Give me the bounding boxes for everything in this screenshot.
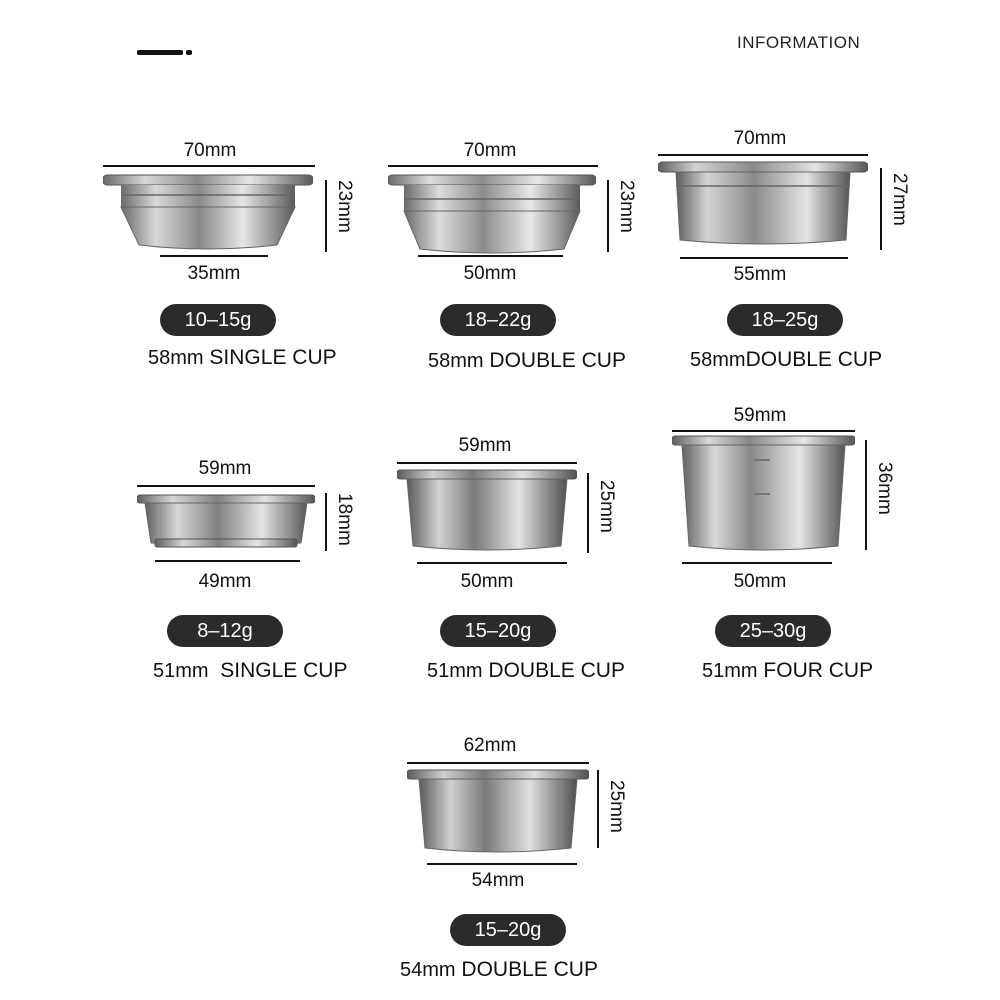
top-diameter-label: 70mm — [183, 140, 237, 161]
top-diameter-label: 62mm — [463, 735, 517, 756]
top-diameter-label: 59mm — [733, 405, 787, 426]
basket-type: SINGLE CUP — [220, 659, 348, 682]
bottom-diameter-label: 50mm — [733, 571, 787, 592]
filter-basket-image — [137, 493, 315, 555]
page-title: INFORMATION — [737, 33, 861, 52]
basket-caption — [428, 349, 626, 373]
side-dimension-line — [587, 473, 589, 553]
top-dimension-line — [658, 154, 868, 156]
basket-type: DOUBLE CUP — [745, 348, 883, 371]
dose-weight-badge: 15–20g — [450, 914, 566, 946]
top-dimension-line — [672, 430, 855, 432]
side-dimension-line — [880, 168, 882, 250]
side-dimension-line — [325, 180, 327, 252]
basket-item-51-four — [670, 402, 970, 682]
basket-type: DOUBLE CUP — [488, 659, 625, 682]
bottom-diameter-label: 49mm — [198, 571, 252, 592]
side-dimension-line — [325, 493, 327, 551]
bottom-dimension-line — [160, 255, 268, 257]
height-label: 23mm — [334, 180, 355, 233]
height-label: 27mm — [889, 173, 910, 226]
basket-size: 58mm — [428, 350, 484, 372]
dose-weight-badge: 15–20g — [440, 615, 556, 647]
bottom-diameter-label: 55mm — [733, 264, 787, 285]
dose-weight-badge: 8–12g — [167, 615, 283, 647]
top-dimension-line — [388, 165, 598, 167]
bottom-dimension-line — [155, 560, 300, 562]
filter-basket-image — [407, 768, 589, 856]
basket-size: 51mm — [702, 660, 758, 682]
bottom-dimension-line — [427, 863, 577, 865]
decorative-dot — [186, 50, 192, 55]
basket-size: 51mm — [427, 660, 483, 682]
basket-caption — [400, 958, 598, 982]
bottom-diameter-label: 35mm — [187, 263, 241, 284]
basket-item-54-double — [400, 730, 705, 990]
basket-type: SINGLE CUP — [209, 346, 337, 369]
basket-item-58-double — [385, 135, 685, 395]
bottom-diameter-label: 54mm — [471, 870, 525, 891]
bottom-dimension-line — [680, 257, 848, 259]
top-diameter-label: 70mm — [463, 140, 517, 161]
basket-item-58-single — [100, 135, 400, 395]
top-dimension-line — [397, 462, 577, 464]
decorative-bar — [137, 50, 183, 55]
height-label: 25mm — [596, 480, 617, 533]
top-dimension-line — [407, 762, 589, 764]
dose-weight-badge: 25–30g — [715, 615, 831, 647]
basket-size: 51mm — [153, 660, 209, 682]
filter-basket-image — [658, 160, 868, 250]
top-dimension-line — [103, 165, 315, 167]
basket-caption — [690, 348, 882, 372]
filter-basket-image — [388, 173, 596, 257]
dose-weight-badge: 18–22g — [440, 304, 556, 336]
top-diameter-label: 59mm — [198, 458, 252, 479]
basket-caption — [702, 659, 873, 683]
dose-weight-badge: 10–15g — [160, 304, 276, 336]
basket-size: 54mm — [400, 959, 456, 981]
basket-caption — [427, 659, 625, 683]
bottom-dimension-line — [417, 562, 567, 564]
height-label: 18mm — [334, 493, 355, 546]
basket-caption — [153, 659, 347, 683]
bottom-dimension-line — [682, 562, 832, 564]
top-diameter-label: 70mm — [733, 128, 787, 149]
top-diameter-label: 59mm — [458, 435, 512, 456]
basket-item-51-double — [395, 435, 695, 695]
top-dimension-line — [137, 485, 315, 487]
basket-size: 58mm — [690, 349, 746, 371]
basket-item-51-single — [135, 455, 435, 715]
height-label: 25mm — [606, 780, 627, 833]
basket-size: 58mm — [148, 347, 204, 369]
filter-basket-image — [397, 468, 577, 554]
bottom-diameter-label: 50mm — [463, 263, 517, 284]
side-dimension-line — [597, 770, 599, 848]
basket-type: DOUBLE CUP — [489, 349, 626, 372]
bottom-diameter-label: 50mm — [460, 571, 514, 592]
filter-basket-image — [103, 173, 313, 255]
height-label: 36mm — [874, 462, 895, 515]
basket-caption — [148, 346, 337, 370]
bottom-dimension-line — [418, 255, 563, 257]
basket-type: DOUBLE CUP — [461, 958, 598, 981]
basket-type: FOUR CUP — [763, 659, 874, 682]
height-label: 23mm — [616, 180, 637, 233]
side-dimension-line — [607, 180, 609, 252]
filter-basket-image — [672, 434, 855, 554]
basket-item-58-double-tall — [655, 125, 955, 385]
side-dimension-line — [865, 440, 867, 550]
dose-weight-badge: 18–25g — [727, 304, 843, 336]
